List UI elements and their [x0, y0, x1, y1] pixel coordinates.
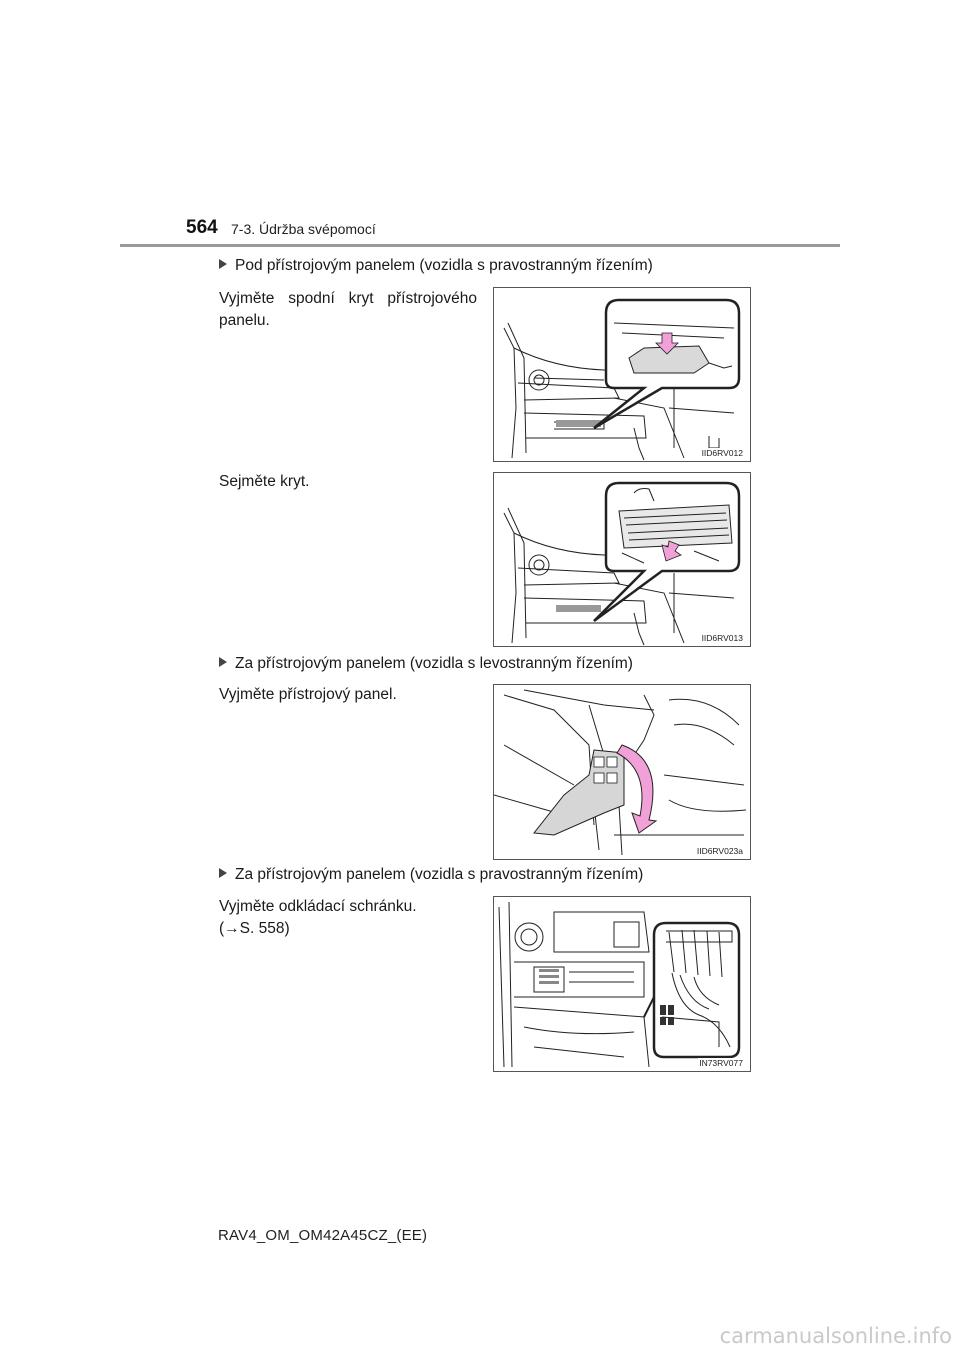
dashboard-illustration: [494, 473, 750, 646]
figure-dashboard-lower-cover: [493, 287, 751, 462]
step-text: Sejměte kryt.: [219, 473, 310, 490]
figure-code: IID6RV012: [701, 448, 743, 458]
instrument-panel-illustration: [494, 685, 750, 859]
section-heading-text: Za přístrojovým panelem (vozidla s pravostranným řízením): [235, 866, 644, 883]
bullet-triangle-icon: [219, 868, 227, 878]
glove-box-illustration: [494, 897, 750, 1071]
figure-instrument-panel: [493, 684, 751, 860]
section-title: 7-3. Údržba svépomocí: [231, 221, 376, 237]
reference-text[interactable]: S. 558: [239, 920, 285, 937]
figure-code: IN73RV077: [699, 1058, 743, 1068]
page-number: 564: [186, 217, 218, 238]
section-heading-text: Pod přístrojovým panelem (vozidla s pravostranným řízením): [235, 257, 653, 274]
figure-glove-box: [493, 896, 751, 1072]
header-divider: [120, 244, 840, 247]
dashboard-illustration: [494, 288, 750, 461]
section-heading-text: Za přístrojovým panelem (vozidla s levostranným řízením): [235, 655, 633, 672]
step-text: Vyjměte odkládací schránku.: [219, 898, 417, 915]
reference-open: (: [219, 920, 225, 937]
step-text: Vyjměte přístrojový panel.: [219, 686, 397, 703]
arrow-right-icon: →: [224, 920, 240, 937]
step-text: Vyjměte spodní kryt přístrojového panelu.: [219, 290, 477, 329]
figure-cover-removal: [493, 472, 751, 647]
section-heading-2: [219, 655, 633, 673]
watermark: carmanualsonline.info: [719, 1324, 952, 1348]
page-reference: [219, 918, 290, 940]
section-heading-1: [219, 257, 653, 275]
bullet-triangle-icon: [219, 259, 227, 269]
document-id: RAV4_OM_OM42A45CZ_(EE): [218, 1227, 428, 1244]
figure-code: IID6RV013: [701, 633, 743, 643]
reference-close: ): [284, 920, 290, 937]
figure-code: IID6RV023a: [696, 846, 743, 856]
bullet-triangle-icon: [219, 657, 227, 667]
section-heading-3: [219, 866, 643, 884]
